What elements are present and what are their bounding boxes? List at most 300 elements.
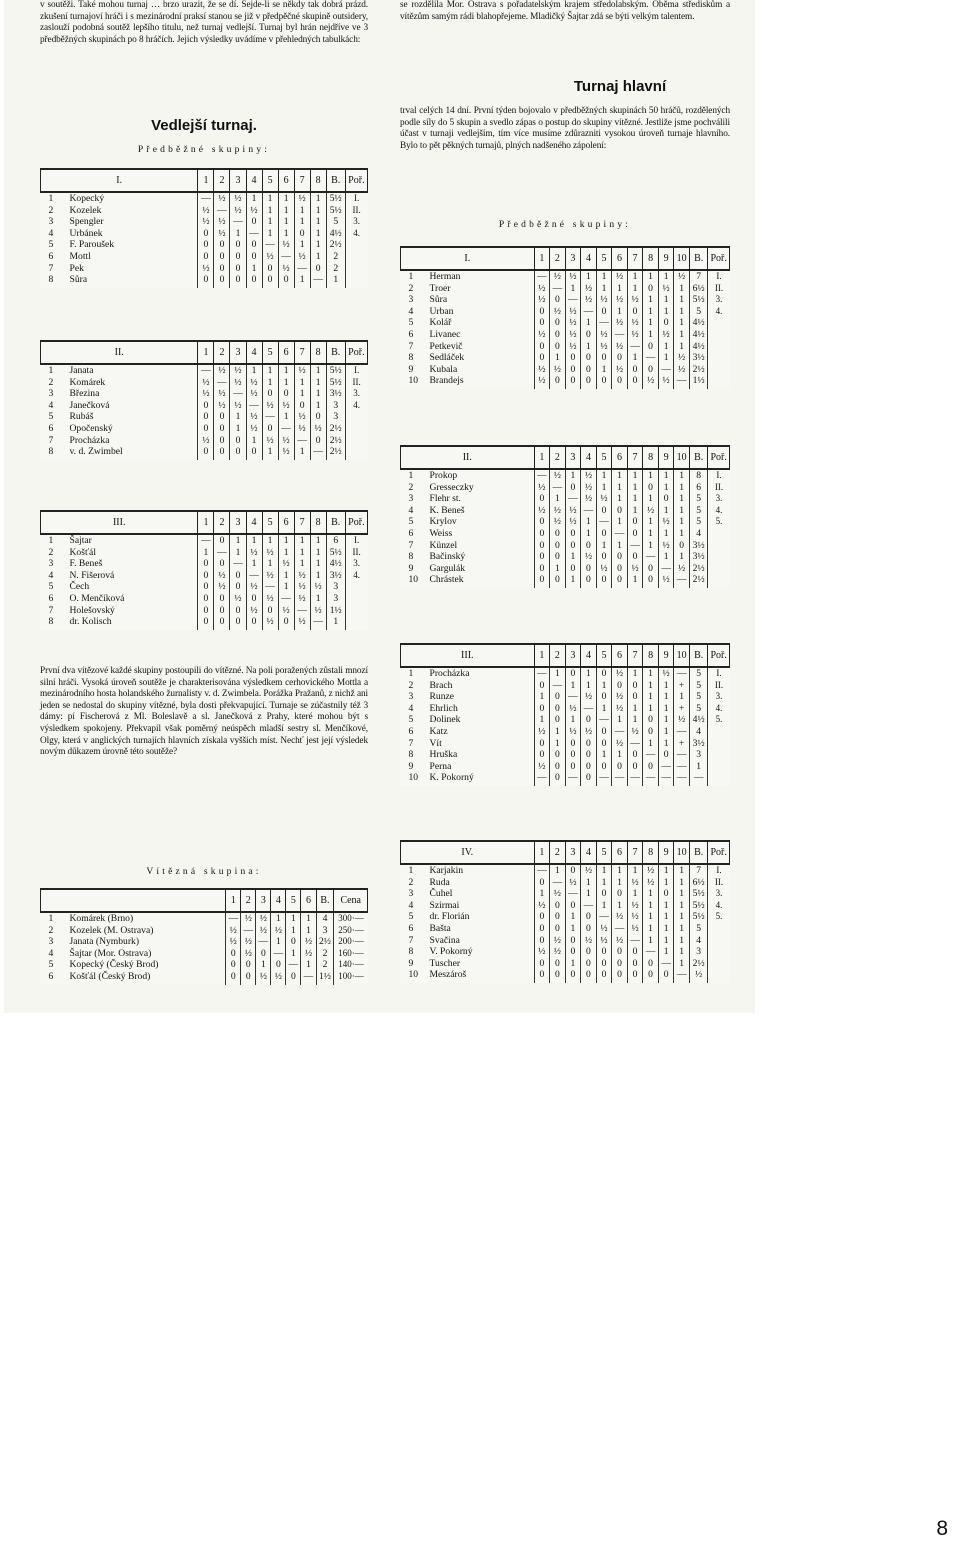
side-tournament-title: Vedlejší turnaj. bbox=[151, 117, 257, 134]
col-header: 4 bbox=[581, 841, 597, 864]
score-cell: 1 bbox=[550, 864, 566, 877]
score-cell: ½ bbox=[214, 364, 230, 377]
score-cell: ½ bbox=[294, 616, 310, 630]
score-cell: ½ bbox=[565, 505, 581, 517]
score-cell: — bbox=[674, 772, 690, 786]
score-cell: ½ bbox=[294, 251, 310, 263]
score-cell: 0 bbox=[246, 239, 262, 251]
row-number: 10 bbox=[408, 375, 419, 387]
place-cell bbox=[708, 341, 730, 353]
score-cell: ½ bbox=[674, 270, 690, 283]
table-row bbox=[41, 251, 368, 263]
place-cell: 3. bbox=[345, 388, 367, 400]
score-cell: 0 bbox=[612, 375, 628, 389]
col-header: 5 bbox=[596, 446, 612, 469]
row-number: 8 bbox=[408, 551, 414, 563]
place-cell: 3. bbox=[708, 691, 730, 703]
score-cell: 0 bbox=[612, 958, 628, 970]
table-row bbox=[41, 534, 368, 547]
col-header: 3 bbox=[256, 889, 271, 912]
row-number: 1 bbox=[48, 913, 54, 924]
table-row bbox=[401, 749, 730, 761]
score-cell: ½ bbox=[596, 935, 612, 947]
score-cell: ½ bbox=[230, 400, 246, 412]
score-cell: 0 bbox=[262, 263, 278, 275]
score-cell: ½ bbox=[534, 283, 550, 295]
score-cell: 1 bbox=[565, 551, 581, 563]
score-cell: 1 bbox=[627, 352, 643, 364]
score-cell: — bbox=[262, 581, 278, 593]
score-cell: 1 bbox=[658, 680, 674, 692]
score-cell: — bbox=[301, 971, 316, 985]
table-row bbox=[401, 317, 730, 329]
score-cell: — bbox=[534, 270, 550, 283]
score-cell: 0 bbox=[198, 274, 214, 288]
score-cell: ½ bbox=[550, 935, 566, 947]
row-number: 6 bbox=[408, 725, 414, 737]
score-cell: 0 bbox=[612, 563, 628, 575]
score-cell: ½ bbox=[550, 270, 566, 283]
points-cell: 3 bbox=[326, 400, 345, 412]
row-number: 9 bbox=[408, 363, 414, 375]
score-cell: 0 bbox=[643, 714, 659, 726]
score-cell: 0 bbox=[581, 738, 597, 750]
row-number: 1 bbox=[408, 271, 414, 282]
score-cell: — bbox=[294, 263, 310, 275]
points-cell: 3 bbox=[326, 593, 345, 605]
score-cell: — bbox=[262, 411, 278, 423]
score-cell: 1 bbox=[627, 469, 643, 482]
left-intro-text: v soutěži. Také mohou turnaj … brzo urazit, že se dí. Sejde-li se někdy tak dobrá prázd. zkušení turnajoví hráči i s mezinárodní praksí stanou se již v předpěčné skupině outsidery, zaslouží podobná soutěž lepšího titulu, než turnaj vedlejší. Turnaj byl hrán nejdříve ve 3 předběžných skupinách po 8 hráčích. Jejich výsledky uvádíme v přehledných tabulkách: bbox=[40, 0, 368, 45]
score-cell: ½ bbox=[612, 935, 628, 947]
col-header: 3 bbox=[565, 446, 581, 469]
score-cell: ½ bbox=[658, 375, 674, 389]
player-name: Opočenský bbox=[69, 422, 113, 434]
place-cell: II. bbox=[708, 283, 730, 295]
score-cell: 1 bbox=[612, 469, 628, 482]
score-cell: 0 bbox=[627, 969, 643, 983]
score-cell: 0 bbox=[534, 306, 550, 318]
score-cell: ½ bbox=[262, 251, 278, 263]
col-header: 2 bbox=[214, 341, 230, 364]
place-cell bbox=[708, 738, 730, 750]
score-cell: ½ bbox=[214, 388, 230, 400]
score-cell: — bbox=[565, 888, 581, 900]
col-header: 3 bbox=[230, 169, 246, 192]
score-cell: ½ bbox=[627, 877, 643, 889]
score-cell: 0 bbox=[581, 714, 597, 726]
score-cell: ½ bbox=[262, 435, 278, 447]
points-cell: 2 bbox=[316, 948, 334, 960]
player-name: Urbánek bbox=[69, 227, 103, 239]
score-cell: 0 bbox=[581, 574, 597, 588]
score-cell: ½ bbox=[565, 329, 581, 341]
score-cell: — bbox=[643, 772, 659, 786]
table-row bbox=[401, 375, 730, 389]
score-cell: 0 bbox=[286, 971, 301, 985]
score-cell: 0 bbox=[214, 605, 230, 617]
main-group-table-3 bbox=[400, 643, 730, 786]
score-cell: 1 bbox=[596, 864, 612, 877]
score-cell: ½ bbox=[565, 516, 581, 528]
row-number: 7 bbox=[48, 604, 54, 616]
points-cell: 5½ bbox=[326, 377, 345, 389]
score-cell: 0 bbox=[627, 551, 643, 563]
score-cell: 0 bbox=[230, 581, 246, 593]
score-cell: 1 bbox=[246, 534, 262, 547]
score-cell: 0 bbox=[643, 364, 659, 376]
score-cell: 0 bbox=[581, 540, 597, 552]
score-cell: 0 bbox=[627, 680, 643, 692]
score-cell: ½ bbox=[246, 377, 262, 389]
score-cell: ½ bbox=[643, 864, 659, 877]
score-cell: 0 bbox=[246, 274, 262, 288]
place-cell bbox=[345, 593, 367, 605]
table-row bbox=[41, 216, 368, 228]
score-cell: — bbox=[612, 726, 628, 738]
score-cell: 0 bbox=[581, 375, 597, 389]
col-header: 6 bbox=[301, 889, 316, 912]
score-cell: 0 bbox=[550, 761, 566, 773]
place-cell bbox=[708, 969, 730, 983]
score-cell: 1 bbox=[643, 317, 659, 329]
col-header: 1 bbox=[198, 341, 214, 364]
col-header: 1 bbox=[198, 511, 214, 534]
col-header: 9 bbox=[658, 446, 674, 469]
score-cell: — bbox=[246, 400, 262, 412]
score-cell: 0 bbox=[550, 900, 566, 912]
score-cell: 0 bbox=[230, 274, 246, 288]
score-cell: 0 bbox=[534, 911, 550, 923]
score-cell: 0 bbox=[278, 616, 294, 630]
score-cell: ½ bbox=[534, 329, 550, 341]
place-cell bbox=[345, 435, 367, 447]
table-row bbox=[401, 958, 730, 970]
row-number: 10 bbox=[408, 772, 419, 784]
main-group-table-2 bbox=[400, 445, 730, 588]
player-name: Bačinský bbox=[429, 551, 466, 563]
col-header: 2 bbox=[550, 644, 566, 667]
score-cell: 1 bbox=[550, 563, 566, 575]
place-header: Poř. bbox=[345, 169, 367, 192]
score-cell: 1 bbox=[627, 270, 643, 283]
points-cell: 5½ bbox=[689, 900, 708, 912]
table-row bbox=[401, 761, 730, 773]
score-cell: 0 bbox=[550, 341, 566, 353]
player-name: Runze bbox=[429, 691, 455, 703]
score-cell: 1 bbox=[596, 364, 612, 376]
score-cell: 1 bbox=[286, 912, 301, 925]
table-row bbox=[401, 352, 730, 364]
score-cell: — bbox=[612, 528, 628, 540]
row-number: 2 bbox=[408, 282, 414, 294]
row-number: 5 bbox=[408, 911, 414, 923]
points-header: B. bbox=[689, 841, 708, 864]
score-cell: 1 bbox=[643, 516, 659, 528]
score-cell: ½ bbox=[596, 923, 612, 935]
score-cell: 0 bbox=[230, 251, 246, 263]
row-number: 9 bbox=[408, 760, 414, 772]
player-name: Komárek (Brno) bbox=[69, 913, 134, 924]
score-cell: 1 bbox=[612, 749, 628, 761]
score-cell: 1 bbox=[230, 228, 246, 240]
score-cell: ½ bbox=[262, 547, 278, 559]
score-cell: 0 bbox=[658, 969, 674, 983]
score-cell: 1 bbox=[278, 534, 294, 547]
points-cell: 2½ bbox=[326, 239, 345, 251]
score-cell: 0 bbox=[627, 958, 643, 970]
score-cell: ½ bbox=[241, 948, 256, 960]
score-cell: 0 bbox=[565, 761, 581, 773]
points-cell: 5½ bbox=[326, 205, 345, 217]
score-cell: ½ bbox=[565, 341, 581, 353]
row-number: 1 bbox=[408, 865, 414, 876]
score-cell: 1 bbox=[643, 935, 659, 947]
score-cell: — bbox=[278, 593, 294, 605]
place-cell: II. bbox=[708, 877, 730, 889]
place-cell: I. bbox=[345, 192, 367, 205]
score-cell: 0 bbox=[230, 616, 246, 630]
score-cell: ½ bbox=[271, 971, 286, 985]
score-cell: 1 bbox=[658, 270, 674, 283]
table-row bbox=[401, 935, 730, 947]
place-cell bbox=[708, 726, 730, 738]
score-cell: ½ bbox=[262, 570, 278, 582]
row-number: 7 bbox=[408, 539, 414, 551]
table-row bbox=[401, 772, 730, 786]
score-cell: 1 bbox=[643, 691, 659, 703]
place-cell: 4. bbox=[345, 228, 367, 240]
row-number: 2 bbox=[48, 204, 54, 216]
col-header: 1 bbox=[226, 889, 241, 912]
player-name: Bašta bbox=[429, 922, 451, 934]
score-cell: ½ bbox=[627, 317, 643, 329]
score-cell: 0 bbox=[550, 375, 566, 389]
player-name: Košťál bbox=[69, 546, 96, 558]
score-cell: 1 bbox=[627, 667, 643, 680]
score-cell: 1 bbox=[278, 570, 294, 582]
player-name: Sůra bbox=[429, 294, 448, 306]
row-number: 2 bbox=[408, 876, 414, 888]
col-header: 3 bbox=[230, 511, 246, 534]
row-number: 1 bbox=[48, 535, 54, 546]
place-cell bbox=[708, 375, 730, 389]
score-cell: 0 bbox=[226, 959, 241, 971]
score-cell: 0 bbox=[581, 923, 597, 935]
score-cell: 1 bbox=[581, 341, 597, 353]
col-header: 8 bbox=[643, 644, 659, 667]
row-number: 7 bbox=[408, 340, 414, 352]
score-cell: 1 bbox=[596, 680, 612, 692]
place-cell: II. bbox=[708, 482, 730, 494]
place-cell bbox=[708, 317, 730, 329]
score-cell: 0 bbox=[198, 616, 214, 630]
score-cell: 0 bbox=[214, 411, 230, 423]
score-cell: 1 bbox=[310, 205, 326, 217]
score-cell: ½ bbox=[627, 329, 643, 341]
score-cell: ½ bbox=[565, 306, 581, 318]
score-cell: 1 bbox=[627, 482, 643, 494]
score-cell: 0 bbox=[246, 251, 262, 263]
score-cell: 1 bbox=[674, 482, 690, 494]
col-header: 5 bbox=[596, 841, 612, 864]
score-cell: 0 bbox=[226, 971, 241, 985]
points-cell: 7 bbox=[689, 864, 708, 877]
score-cell: 1 bbox=[674, 691, 690, 703]
place-cell bbox=[708, 935, 730, 947]
score-cell: 1 bbox=[627, 888, 643, 900]
score-cell: 1 bbox=[565, 714, 581, 726]
score-cell: 1 bbox=[294, 388, 310, 400]
place-cell: II. bbox=[345, 377, 367, 389]
col-header: 3 bbox=[230, 341, 246, 364]
score-cell: — bbox=[658, 761, 674, 773]
player-name: Kolář bbox=[429, 317, 452, 329]
table-row bbox=[401, 574, 730, 588]
place-cell bbox=[708, 563, 730, 575]
score-cell: 0 bbox=[596, 551, 612, 563]
place-cell: II. bbox=[345, 547, 367, 559]
score-cell: 0 bbox=[550, 528, 566, 540]
score-cell: 1 bbox=[674, 505, 690, 517]
row-number: 7 bbox=[48, 262, 54, 274]
score-cell: 0 bbox=[550, 691, 566, 703]
score-cell: ½ bbox=[612, 667, 628, 680]
score-cell: ½ bbox=[534, 294, 550, 306]
player-name: Procházka bbox=[429, 668, 470, 679]
table-row bbox=[401, 482, 730, 494]
score-cell: 1 bbox=[278, 364, 294, 377]
place-cell: 5. bbox=[708, 714, 730, 726]
score-cell: — bbox=[596, 714, 612, 726]
score-cell: ½ bbox=[214, 192, 230, 205]
score-cell: 0 bbox=[198, 423, 214, 435]
score-cell: ½ bbox=[674, 563, 690, 575]
score-cell: 0 bbox=[214, 558, 230, 570]
player-name: Sedláček bbox=[429, 352, 465, 364]
points-cell: 5½ bbox=[689, 294, 708, 306]
score-cell: 1 bbox=[658, 306, 674, 318]
points-cell: 5½ bbox=[689, 888, 708, 900]
col-header: 7 bbox=[627, 247, 643, 270]
score-cell: 0 bbox=[241, 971, 256, 985]
col-header: 4 bbox=[246, 341, 262, 364]
table-row bbox=[41, 948, 368, 960]
table-row bbox=[401, 877, 730, 889]
score-cell: — bbox=[627, 341, 643, 353]
score-cell: — bbox=[246, 570, 262, 582]
right-intro-text: se rozdělila Mor. Ostrava s pořadatelským krajem středolabským. Oběma střediskům a vítězům samým rádi blahopřejeme. Mladičký Šajtar zdá se býti velkým talentem. bbox=[400, 0, 730, 22]
score-cell: — bbox=[534, 772, 550, 786]
row-number: 8 bbox=[48, 274, 54, 286]
score-cell: 1 bbox=[534, 888, 550, 900]
table-row bbox=[41, 925, 368, 937]
score-cell: ½ bbox=[612, 364, 628, 376]
score-cell: — bbox=[581, 703, 597, 715]
main-group-table-4 bbox=[400, 840, 730, 983]
points-cell: 1½ bbox=[316, 971, 334, 985]
score-cell: 1 bbox=[674, 294, 690, 306]
col-header: 7 bbox=[627, 644, 643, 667]
score-cell: 1 bbox=[674, 900, 690, 912]
score-cell: 1 bbox=[310, 570, 326, 582]
col-header: 5 bbox=[286, 889, 301, 912]
score-cell: 1 bbox=[612, 493, 628, 505]
score-cell: 0 bbox=[262, 274, 278, 288]
score-cell: 1 bbox=[230, 534, 246, 547]
score-cell: 0 bbox=[643, 283, 659, 295]
score-cell: 1 bbox=[596, 283, 612, 295]
score-cell: 1 bbox=[550, 493, 566, 505]
row-number: 6 bbox=[408, 328, 414, 340]
table-row bbox=[41, 446, 368, 460]
row-number: 10 bbox=[408, 969, 419, 981]
score-cell: 0 bbox=[565, 528, 581, 540]
player-name: Katz bbox=[429, 725, 448, 737]
score-cell: 1 bbox=[627, 864, 643, 877]
score-cell: — bbox=[658, 958, 674, 970]
score-cell: ½ bbox=[246, 605, 262, 617]
score-cell: — bbox=[581, 900, 597, 912]
score-cell: — bbox=[612, 772, 628, 786]
place-cell: I. bbox=[708, 667, 730, 680]
score-cell: ½ bbox=[534, 761, 550, 773]
score-cell: 0 bbox=[627, 761, 643, 773]
score-cell: ½ bbox=[534, 482, 550, 494]
score-cell: ½ bbox=[612, 691, 628, 703]
score-cell: 0 bbox=[565, 667, 581, 680]
score-cell: — bbox=[534, 469, 550, 482]
player-name: Meszároš bbox=[429, 969, 467, 981]
score-cell: 1 bbox=[310, 400, 326, 412]
score-cell: 1 bbox=[627, 283, 643, 295]
col-header: 6 bbox=[278, 169, 294, 192]
score-cell: ½ bbox=[596, 341, 612, 353]
score-cell: ½ bbox=[246, 547, 262, 559]
points-cell: 3½ bbox=[689, 738, 708, 750]
col-header: 4 bbox=[246, 169, 262, 192]
player-name: Tuscher bbox=[429, 957, 461, 969]
table-row bbox=[41, 423, 368, 435]
points-cell: 2½ bbox=[689, 574, 708, 588]
table-row bbox=[401, 703, 730, 715]
score-cell: — bbox=[246, 228, 262, 240]
prize-cell: 160·— bbox=[334, 948, 368, 960]
side-group-table-2 bbox=[40, 340, 368, 460]
score-cell: 1 bbox=[674, 888, 690, 900]
col-header: 1 bbox=[534, 446, 550, 469]
score-cell: 1 bbox=[301, 912, 316, 925]
score-cell: ½ bbox=[550, 469, 566, 482]
col-header: 8 bbox=[643, 247, 659, 270]
score-cell: 1 bbox=[643, 329, 659, 341]
row-number: 7 bbox=[408, 737, 414, 749]
score-cell: 0 bbox=[596, 352, 612, 364]
score-cell: — bbox=[262, 239, 278, 251]
place-header: Poř. bbox=[708, 841, 730, 864]
score-cell: 1 bbox=[658, 923, 674, 935]
score-cell: 1 bbox=[643, 469, 659, 482]
score-cell: ½ bbox=[256, 912, 271, 925]
score-cell: 1 bbox=[658, 738, 674, 750]
table-row bbox=[41, 936, 368, 948]
score-cell: — bbox=[310, 274, 326, 288]
col-header: 8 bbox=[310, 341, 326, 364]
score-cell: — bbox=[612, 329, 628, 341]
score-cell: 1 bbox=[286, 948, 301, 960]
player-name: Janata bbox=[69, 365, 94, 376]
score-cell: 0 bbox=[612, 505, 628, 517]
